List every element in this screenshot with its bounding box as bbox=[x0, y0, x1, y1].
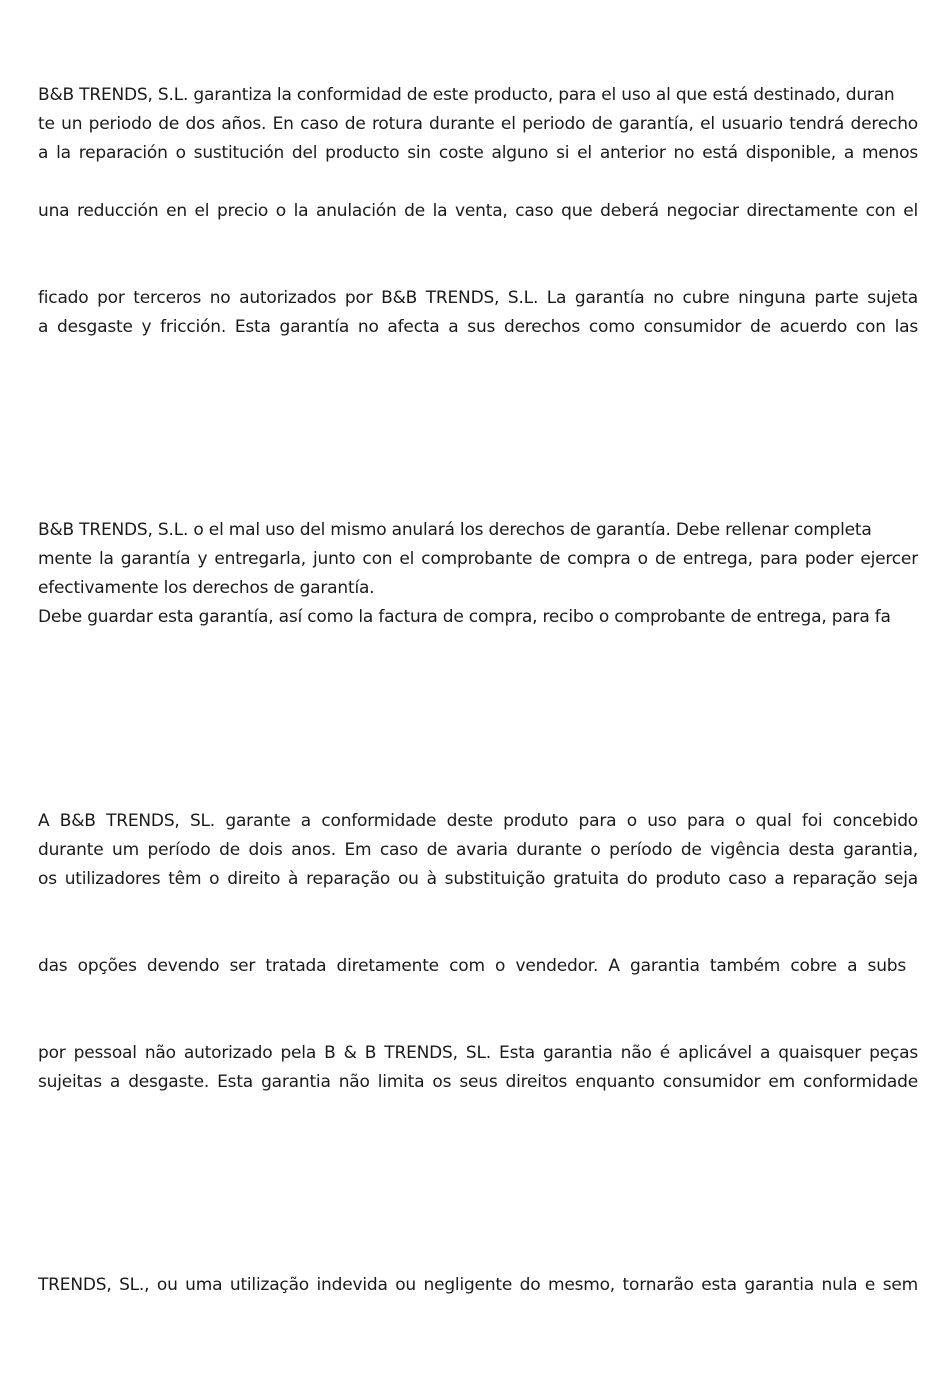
spanish-text-line: mente la garantía y entregarla, junto con el comprobante de compra o de entrega, para poder ejercer bbox=[38, 549, 918, 569]
spanish-text-line: B&B TRENDS, S.L. garantiza la conformidad de este producto, para el uso al que está destinado, duran bbox=[38, 85, 895, 105]
spanish-text-line: una reducción en el precio o la anulación de la venta, caso que deberá negociar directamente con el bbox=[38, 201, 918, 221]
portuguese-text-line: A B&B TRENDS, SL. garante a conformidade deste produto para o uso para o qual foi concebido bbox=[38, 811, 918, 831]
portuguese-text-line: durante um período de dois anos. Em caso de avaria durante o período de vigência desta garantia, bbox=[38, 840, 918, 860]
spanish-text-line: B&B TRENDS, S.L. o el mal uso del mismo anulará los derechos de garantía. Debe rellenar completa bbox=[38, 520, 872, 540]
spanish-text-line: efectivamente los derechos de garantía. bbox=[38, 578, 375, 598]
spanish-text-line: a desgaste y fricción. Esta garantía no afecta a sus derechos como consumidor de acuerdo con las bbox=[38, 317, 918, 337]
spanish-text-line: Debe guardar esta garantía, así como la factura de compra, recibo o comprobante de entrega, para fa bbox=[38, 607, 891, 627]
portuguese-text-line: os utilizadores têm o direito à reparação ou à substituição gratuita do produto caso a reparação seja bbox=[38, 869, 918, 889]
portuguese-text-line: sujeitas a desgaste. Esta garantia não limita os seus direitos enquanto consumidor em conformidade bbox=[38, 1072, 918, 1092]
portuguese-text-line: por pessoal não autorizado pela B & B TRENDS, SL. Esta garantia não é aplicável a quaisquer peças bbox=[38, 1043, 918, 1063]
spanish-text-line: te un periodo de dos años. En caso de rotura durante el periodo de garantía, el usuario tendrá derecho bbox=[38, 114, 918, 134]
portuguese-text-line: das opções devendo ser tratada diretamente com o vendedor. A garantia também cobre a subs bbox=[38, 956, 907, 976]
spanish-text-line: a la reparación o sustitución del producto sin coste alguno si el anterior no está disponible, a menos bbox=[38, 143, 918, 163]
spanish-text-line: ficado por terceros no autorizados por B&B TRENDS, S.L. La garantía no cubre ninguna parte sujeta bbox=[38, 288, 918, 308]
portuguese-text-line: TRENDS, SL., ou uma utilização indevida ou negligente do mesmo, tornarão esta garantia nula e sem bbox=[38, 1275, 918, 1295]
